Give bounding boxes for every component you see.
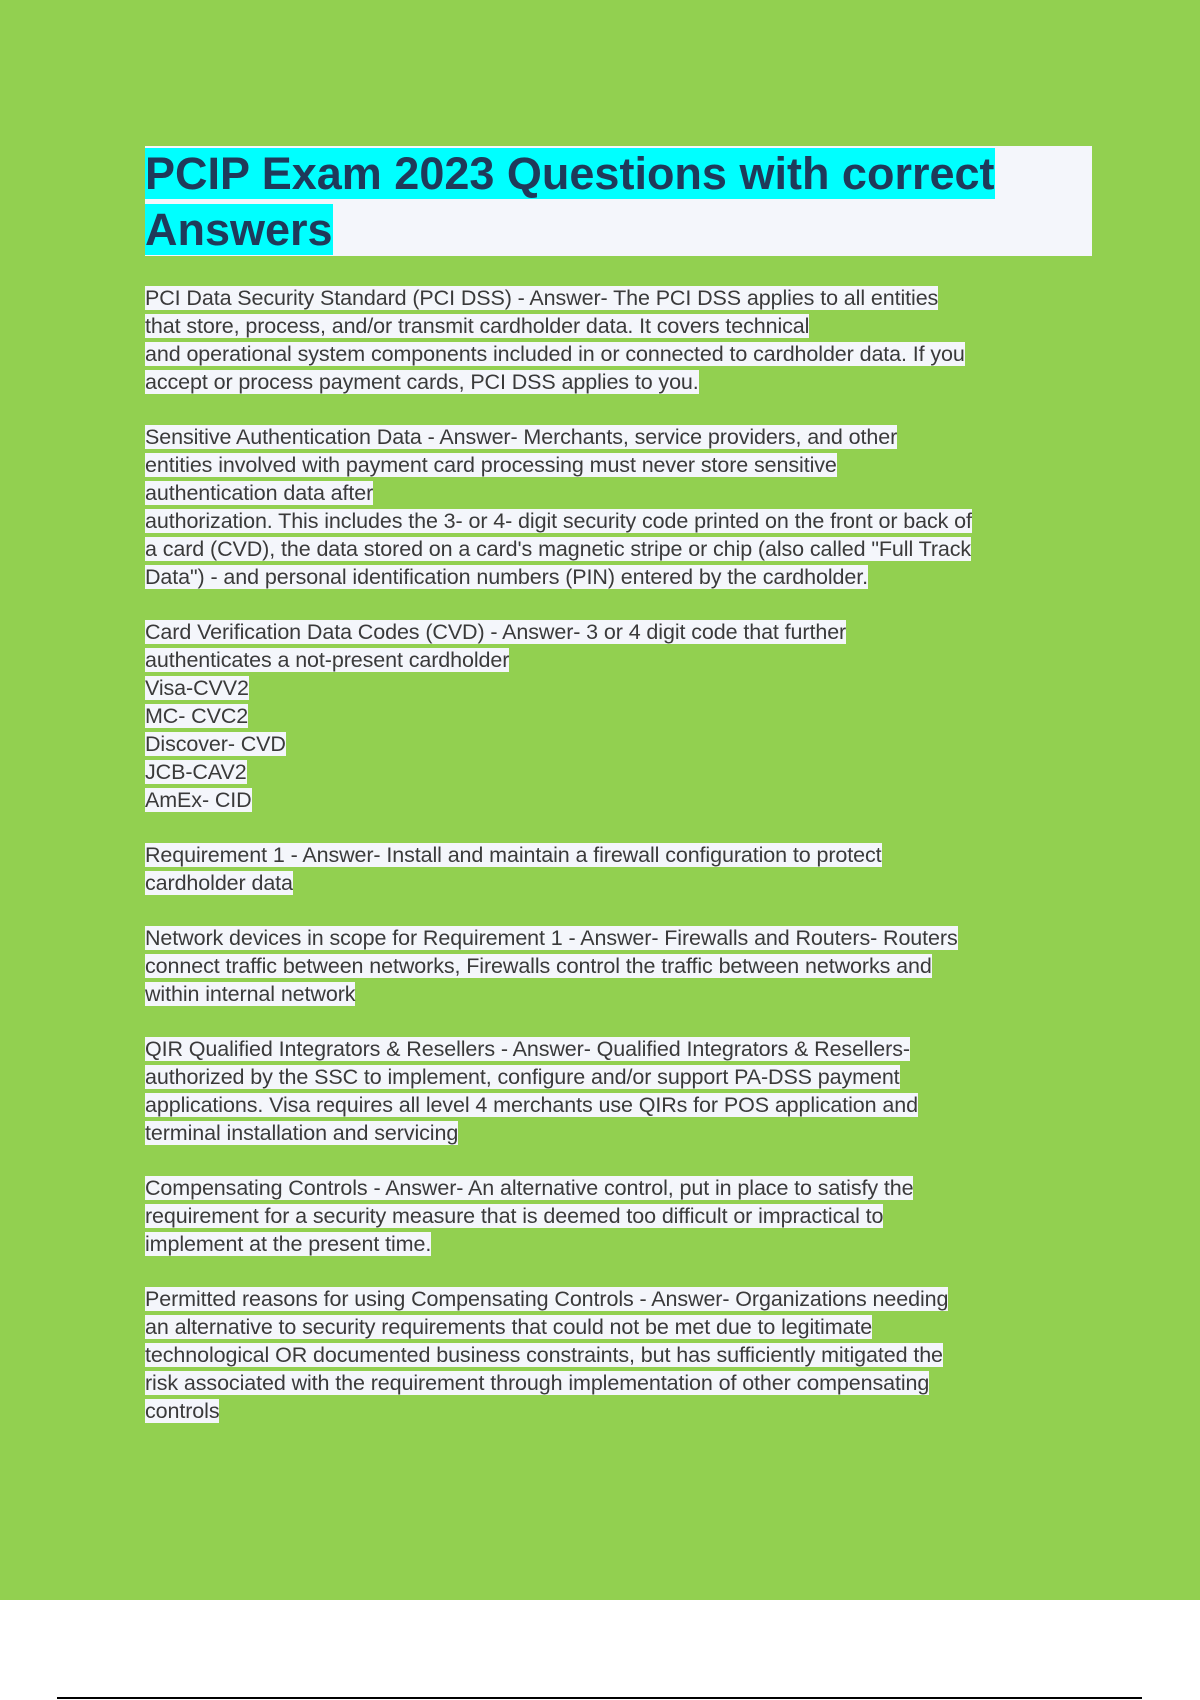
qa-line-text: cardholder data bbox=[145, 871, 293, 895]
qa-entry bbox=[145, 423, 1092, 591]
qa-entry bbox=[145, 1035, 1092, 1147]
footer-divider bbox=[57, 1697, 1142, 1699]
title-line-2: Answers bbox=[145, 204, 333, 255]
qa-line bbox=[145, 1202, 1092, 1230]
qa-line bbox=[145, 423, 1092, 451]
qa-entry bbox=[145, 1174, 1092, 1258]
qa-line bbox=[145, 924, 1092, 952]
qa-line-text: a card (CVD), the data stored on a card's magnetic stripe or chip (also called "Full Track bbox=[145, 537, 972, 561]
qa-line bbox=[145, 1285, 1092, 1313]
qa-line-text: an alternative to security requirements that could not be met due to legitimate bbox=[145, 1315, 873, 1339]
qa-line-text: Card Verification Data Codes (CVD) - Answer- 3 or 4 digit code that further bbox=[145, 620, 847, 644]
qa-line-text: PCI Data Security Standard (PCI DSS) - Answer- The PCI DSS applies to all entities bbox=[145, 286, 939, 310]
qa-line-text: entities involved with payment card processing must never store sensitive bbox=[145, 453, 837, 477]
qa-line bbox=[145, 1063, 1092, 1091]
qa-line-text: controls bbox=[145, 1399, 220, 1423]
qa-line bbox=[145, 535, 1092, 563]
qa-line bbox=[145, 1341, 1092, 1369]
qa-entry bbox=[145, 924, 1092, 1008]
qa-line bbox=[145, 1397, 1092, 1425]
qa-line-text: applications. Visa requires all level 4 merchants use QIRs for POS application and bbox=[145, 1093, 918, 1117]
qa-line bbox=[145, 1091, 1092, 1119]
qa-entry bbox=[145, 841, 1092, 897]
qa-line bbox=[145, 1035, 1092, 1063]
page-title bbox=[145, 146, 1085, 258]
qa-line-text: Network devices in scope for Requirement 1 - Answer- Firewalls and Routers- Routers bbox=[145, 926, 958, 950]
qa-line bbox=[145, 730, 1092, 758]
qa-entry bbox=[145, 618, 1092, 814]
qa-line-text: implement at the present time. bbox=[145, 1232, 432, 1256]
qa-line bbox=[145, 758, 1092, 786]
document-body bbox=[145, 146, 1092, 1452]
qa-line-text: technological OR documented business constraints, but has sufficiently mitigated the bbox=[145, 1343, 943, 1367]
qa-line bbox=[145, 479, 1092, 507]
title-line-1: PCIP Exam 2023 Questions with correct bbox=[145, 148, 995, 199]
qa-entry bbox=[145, 284, 1092, 396]
qa-line bbox=[145, 563, 1092, 591]
title-box bbox=[145, 146, 1092, 256]
qa-line-text: connect traffic between networks, Firewalls control the traffic between networks and bbox=[145, 954, 932, 978]
qa-list bbox=[145, 284, 1092, 1425]
qa-line-text: Permitted reasons for using Compensating Controls - Answer- Organizations needing bbox=[145, 1287, 949, 1311]
qa-line bbox=[145, 1313, 1092, 1341]
qa-line-text: authorization. This includes the 3- or 4- digit security code printed on the front or back of bbox=[145, 509, 972, 533]
qa-line bbox=[145, 284, 1092, 312]
qa-line-text: MC- CVC2 bbox=[145, 704, 249, 728]
qa-line bbox=[145, 1230, 1092, 1258]
qa-line bbox=[145, 340, 1092, 368]
qa-line bbox=[145, 451, 1092, 479]
qa-line-text: QIR Qualified Integrators & Resellers - Answer- Qualified Integrators & Resellers- bbox=[145, 1037, 910, 1061]
qa-line-text: Data") - and personal identification numbers (PIN) entered by the cardholder. bbox=[145, 565, 868, 589]
qa-line-text: and operational system components included in or connected to cardholder data. If you bbox=[145, 342, 965, 366]
qa-line-text: Visa-CVV2 bbox=[145, 676, 249, 700]
qa-line bbox=[145, 1369, 1092, 1397]
qa-line bbox=[145, 1119, 1092, 1147]
qa-line-text: authentication data after bbox=[145, 481, 374, 505]
qa-line-text: JCB-CAV2 bbox=[145, 760, 247, 784]
qa-line bbox=[145, 312, 1092, 340]
qa-line-text: requirement for a security measure that is deemed too difficult or impractical to bbox=[145, 1204, 884, 1228]
qa-line-text: that store, process, and/or transmit cardholder data. It covers technical bbox=[145, 314, 810, 338]
qa-line bbox=[145, 618, 1092, 646]
qa-line-text: risk associated with the requirement through implementation of other compensating bbox=[145, 1371, 930, 1395]
qa-line bbox=[145, 1174, 1092, 1202]
qa-line bbox=[145, 841, 1092, 869]
qa-line bbox=[145, 507, 1092, 535]
qa-line bbox=[145, 646, 1092, 674]
qa-line-text: authorized by the SSC to implement, configure and/or support PA-DSS payment bbox=[145, 1065, 900, 1089]
qa-line-text: Requirement 1 - Answer- Install and maintain a firewall configuration to protect bbox=[145, 843, 882, 867]
qa-line bbox=[145, 952, 1092, 980]
qa-line bbox=[145, 786, 1092, 814]
qa-line bbox=[145, 674, 1092, 702]
qa-line-text: authenticates a not-present cardholder bbox=[145, 648, 510, 672]
qa-line-text: terminal installation and servicing bbox=[145, 1121, 459, 1145]
qa-line-text: Discover- CVD bbox=[145, 732, 286, 756]
qa-line-text: Compensating Controls - Answer- An alternative control, put in place to satisfy the bbox=[145, 1176, 914, 1200]
qa-line bbox=[145, 980, 1092, 1008]
qa-line bbox=[145, 368, 1092, 396]
qa-line bbox=[145, 869, 1092, 897]
qa-line bbox=[145, 702, 1092, 730]
qa-entry bbox=[145, 1285, 1092, 1425]
qa-line-text: accept or process payment cards, PCI DSS applies to you. bbox=[145, 370, 699, 394]
qa-line-text: within internal network bbox=[145, 982, 356, 1006]
qa-line-text: Sensitive Authentication Data - Answer- Merchants, service providers, and other bbox=[145, 425, 898, 449]
qa-line-text: AmEx- CID bbox=[145, 788, 252, 812]
